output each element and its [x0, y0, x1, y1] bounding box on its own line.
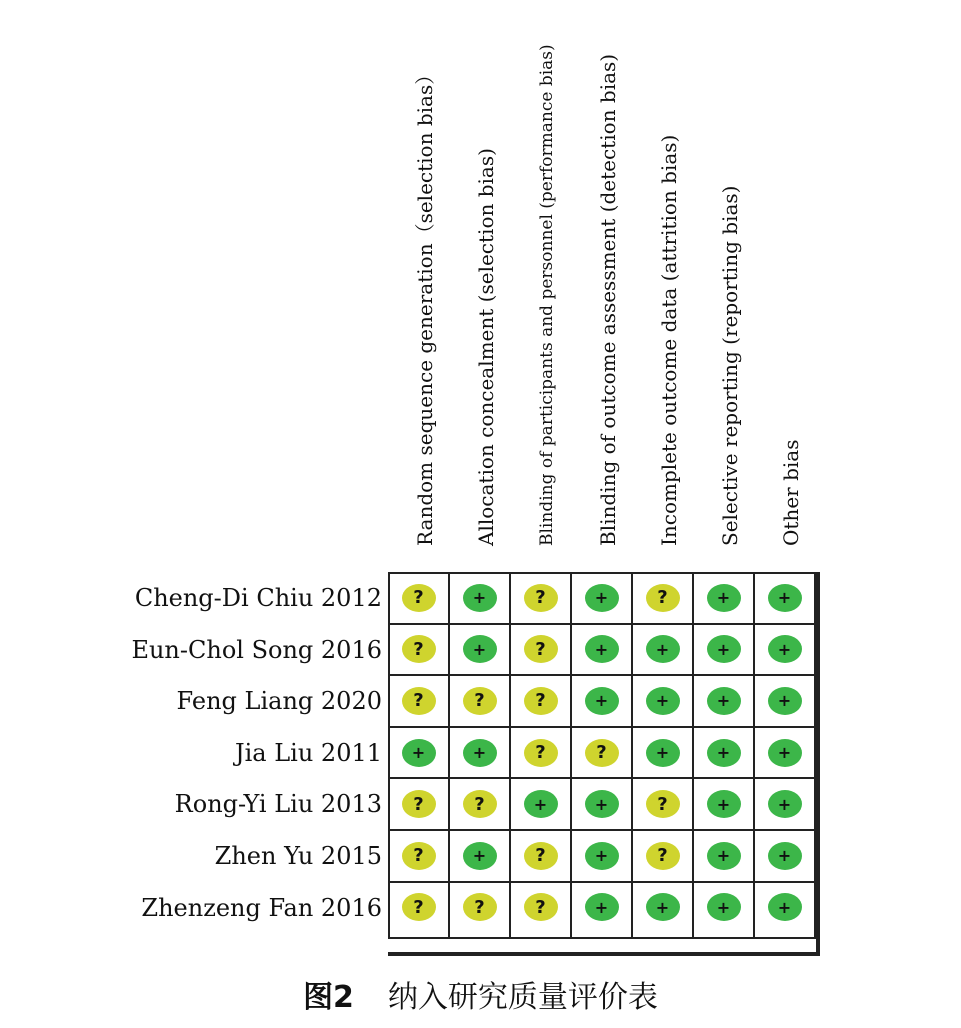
rating-cell: [693, 624, 754, 676]
unclear-risk-icon: ?: [524, 739, 558, 767]
column-header-label: Allocation concealment (selection bias): [474, 148, 498, 546]
rating-cell: [510, 675, 571, 727]
low-risk-icon: +: [585, 790, 619, 818]
rating-cell: [693, 882, 754, 934]
study-label: Rong-Yi Liu 2013: [174, 790, 382, 819]
low-risk-icon: +: [585, 584, 619, 612]
low-risk-icon: +: [646, 739, 680, 767]
low-risk-icon: +: [463, 739, 497, 767]
rating-cell: [754, 830, 815, 882]
figure-number: 图2: [303, 980, 354, 1015]
low-risk-icon: +: [768, 842, 802, 870]
unclear-risk-icon: ?: [402, 790, 436, 818]
figure-caption: [0, 972, 961, 1016]
rating-cell: [510, 727, 571, 779]
low-risk-icon: +: [707, 584, 741, 612]
low-risk-icon: +: [707, 893, 741, 921]
study-label: Eun-Chol Song 2016: [131, 635, 382, 664]
low-risk-icon: +: [402, 739, 436, 767]
low-risk-icon: +: [524, 790, 558, 818]
rating-cell: [693, 727, 754, 779]
rating-cell: [388, 572, 449, 624]
rating-cell: [571, 882, 632, 934]
column-header-label: Blinding of outcome assessment (detection bias): [596, 53, 620, 546]
rating-cell: [510, 624, 571, 676]
column-header-label: Other bias: [779, 439, 803, 546]
rating-cell: [510, 778, 571, 830]
rating-cell: [388, 727, 449, 779]
unclear-risk-icon: ?: [402, 893, 436, 921]
column-header-label: Random sequence generation（selection bias）: [413, 64, 437, 546]
column-header-label: Incomplete outcome data (attrition bias): [657, 134, 681, 546]
unclear-risk-icon: ?: [646, 790, 680, 818]
rating-cell: [449, 727, 510, 779]
rating-cell: [693, 572, 754, 624]
rating-cell: [571, 830, 632, 882]
rating-cell: [754, 778, 815, 830]
column-header: [467, 0, 507, 568]
risk-of-bias-grid: [388, 572, 833, 952]
column-header-label: Selective reporting (reporting bias): [718, 185, 742, 546]
rating-cell: [449, 778, 510, 830]
low-risk-icon: +: [768, 893, 802, 921]
study-label: Jia Liu 2011: [234, 738, 382, 767]
column-header: [589, 0, 629, 568]
study-label: Zhenzeng Fan 2016: [141, 893, 382, 922]
unclear-risk-icon: ?: [524, 842, 558, 870]
unclear-risk-icon: ?: [524, 893, 558, 921]
column-header: [528, 0, 568, 568]
rating-cell: [510, 882, 571, 934]
low-risk-icon: +: [707, 842, 741, 870]
rating-cell: [571, 624, 632, 676]
rating-cell: [693, 778, 754, 830]
rating-cell: [632, 572, 693, 624]
column-header: [772, 0, 812, 568]
unclear-risk-icon: ?: [402, 635, 436, 663]
rating-cell: [571, 572, 632, 624]
rating-cell: [693, 830, 754, 882]
low-risk-icon: +: [707, 687, 741, 715]
low-risk-icon: +: [463, 842, 497, 870]
rating-cell: [388, 882, 449, 934]
unclear-risk-icon: ?: [524, 635, 558, 663]
low-risk-icon: +: [585, 842, 619, 870]
rating-cell: [754, 675, 815, 727]
rating-cell: [632, 727, 693, 779]
rating-cell: [449, 624, 510, 676]
low-risk-icon: +: [585, 893, 619, 921]
low-risk-icon: +: [768, 790, 802, 818]
unclear-risk-icon: ?: [585, 739, 619, 767]
low-risk-icon: +: [707, 790, 741, 818]
unclear-risk-icon: ?: [402, 584, 436, 612]
rating-cell: [754, 624, 815, 676]
rating-cell: [754, 727, 815, 779]
unclear-risk-icon: ?: [402, 687, 436, 715]
low-risk-icon: +: [768, 687, 802, 715]
rating-cell: [510, 830, 571, 882]
rating-cell: [449, 675, 510, 727]
rating-cell: [693, 675, 754, 727]
rating-cell: [632, 675, 693, 727]
low-risk-icon: +: [585, 635, 619, 663]
rating-cell: [449, 830, 510, 882]
study-label: Feng Liang 2020: [176, 687, 382, 716]
rating-cell: [632, 830, 693, 882]
rating-cell: [632, 778, 693, 830]
rating-cell: [571, 675, 632, 727]
grid-shadow-bottom: [388, 952, 820, 956]
unclear-risk-icon: ?: [463, 687, 497, 715]
unclear-risk-icon: ?: [463, 790, 497, 818]
low-risk-icon: +: [646, 893, 680, 921]
rating-cell: [388, 624, 449, 676]
low-risk-icon: +: [707, 635, 741, 663]
rating-cell: [510, 572, 571, 624]
column-header: [650, 0, 690, 568]
rating-cell: [388, 675, 449, 727]
rating-cell: [632, 882, 693, 934]
unclear-risk-icon: ?: [646, 842, 680, 870]
low-risk-icon: +: [463, 635, 497, 663]
rating-cell: [754, 882, 815, 934]
column-header: [406, 0, 446, 568]
unclear-risk-icon: ?: [524, 687, 558, 715]
rating-cell: [754, 572, 815, 624]
rating-cell: [449, 882, 510, 934]
study-label: Cheng-Di Chiu 2012: [134, 584, 382, 612]
rating-cell: [388, 830, 449, 882]
grid-shadow-right: [816, 572, 820, 956]
column-header-label: Blinding of participants and personnel (performance bias): [537, 44, 557, 546]
rating-cell: [449, 572, 510, 624]
column-header: [711, 0, 751, 568]
unclear-risk-icon: ?: [646, 584, 680, 612]
unclear-risk-icon: ?: [524, 584, 558, 612]
figure-title: 纳入研究质量评价表: [387, 980, 658, 1015]
rating-cell: [632, 624, 693, 676]
low-risk-icon: +: [646, 635, 680, 663]
low-risk-icon: +: [707, 739, 741, 767]
low-risk-icon: +: [768, 635, 802, 663]
rating-cell: [388, 778, 449, 830]
rating-cell: [571, 727, 632, 779]
low-risk-icon: +: [768, 584, 802, 612]
unclear-risk-icon: ?: [463, 893, 497, 921]
low-risk-icon: +: [585, 687, 619, 715]
study-label: Zhen Yu 2015: [214, 842, 382, 870]
unclear-risk-icon: ?: [402, 842, 436, 870]
low-risk-icon: +: [463, 584, 497, 612]
rating-cell: [571, 778, 632, 830]
low-risk-icon: +: [768, 739, 802, 767]
low-risk-icon: +: [646, 687, 680, 715]
